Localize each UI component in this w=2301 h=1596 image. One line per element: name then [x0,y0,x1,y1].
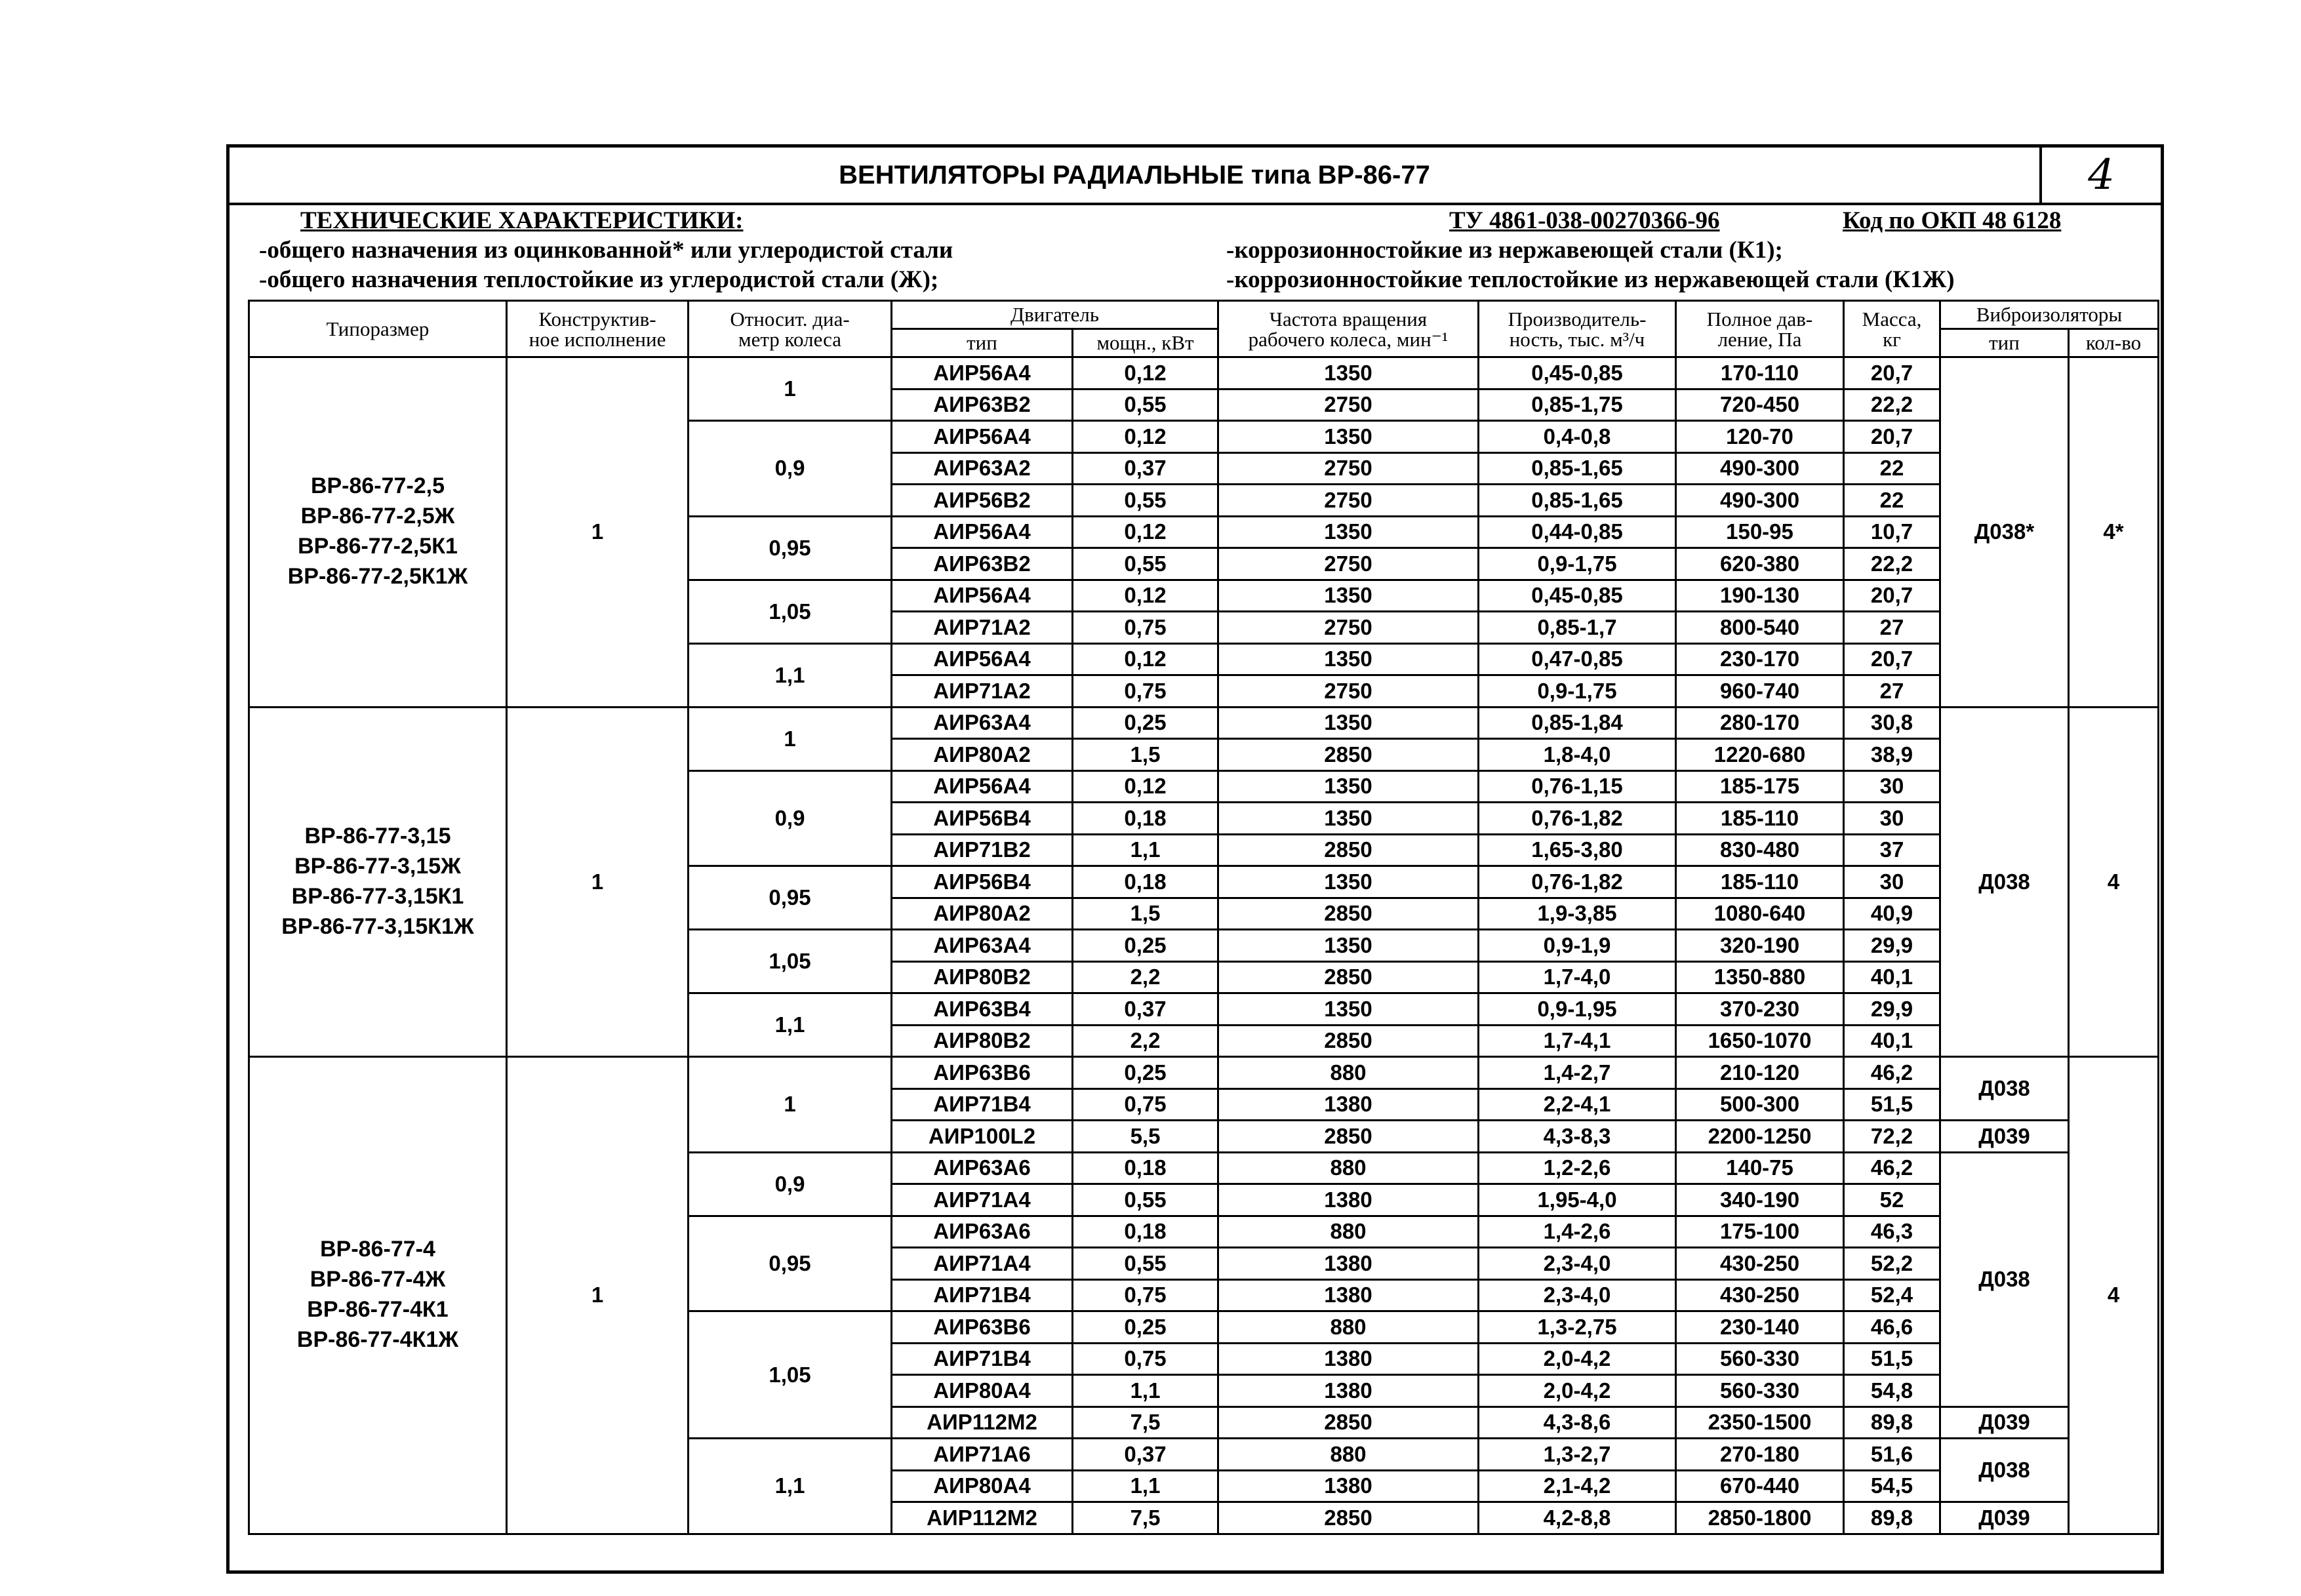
fan-size-label: ВР-86-77-2,5К1Ж [287,564,468,589]
header-mass: Масса, кг [1844,301,1940,357]
motor-type-cell: АИР63В2 [892,548,1073,580]
rpm-cell: 2850 [1218,1025,1479,1057]
pressure-cell: 800-540 [1676,612,1844,644]
motor-type-cell: АИР56В2 [892,485,1073,517]
diameter-cell: 0,95 [689,1216,892,1311]
header-motor-type: тип [892,329,1073,357]
rpm-cell: 1350 [1218,770,1479,803]
header-motor: Двигатель [892,301,1218,329]
pressure-cell: 430-250 [1676,1279,1844,1311]
motor-type-cell: АИР71А2 [892,675,1073,708]
rpm-cell: 880 [1218,1216,1479,1248]
motor-power-cell: 0,75 [1073,675,1218,708]
flow-cell: 0,85-1,65 [1479,485,1676,517]
motor-type-cell: АИР63А6 [892,1216,1073,1248]
pressure-cell: 830-480 [1676,834,1844,866]
motor-type-cell: АИР80А2 [892,898,1073,930]
mass-cell: 20,7 [1844,643,1940,675]
pressure-cell: 1080-640 [1676,898,1844,930]
isolator-type-cell: Д039 [1940,1121,2069,1153]
flow-cell: 0,85-1,84 [1479,707,1676,739]
rpm-cell: 1350 [1218,866,1479,898]
mass-cell: 27 [1844,612,1940,644]
motor-power-cell: 1,1 [1073,1375,1218,1407]
motor-power-cell: 0,55 [1073,1184,1218,1216]
motor-power-cell: 0,37 [1073,1439,1218,1471]
isolator-qty-cell: 4* [2069,357,2159,708]
rpm-cell: 2850 [1218,1502,1479,1534]
motor-power-cell: 0,18 [1073,866,1218,898]
diameter-cell: 0,9 [689,421,892,517]
motor-power-cell: 1,5 [1073,898,1218,930]
motor-power-cell: 0,75 [1073,612,1218,644]
motor-type-cell: АИР80А2 [892,739,1073,771]
rpm-cell: 1380 [1218,1184,1479,1216]
mass-cell: 10,7 [1844,516,1940,548]
mass-cell: 30 [1844,866,1940,898]
tu-code: ТУ 4861-038-00270366-96 [1449,207,1720,234]
motor-power-cell: 0,25 [1073,1057,1218,1089]
rpm-cell: 2850 [1218,1406,1479,1439]
isolator-type-cell: Д038 [1940,1152,2069,1406]
motor-type-cell: АИР63А4 [892,707,1073,739]
header-rpm: Частота вращения рабочего колеса, мин⁻¹ [1218,301,1479,357]
flow-cell: 1,7-4,1 [1479,1025,1676,1057]
pressure-cell: 620-380 [1676,548,1844,580]
flow-cell: 1,3-2,7 [1479,1439,1676,1471]
motor-power-cell: 0,37 [1073,452,1218,485]
rpm-cell: 1380 [1218,1088,1479,1121]
fan-size-label: ВР-86-77-2,5К1 [298,534,458,559]
flow-cell: 2,0-4,2 [1479,1375,1676,1407]
flow-cell: 1,8-4,0 [1479,739,1676,771]
motor-power-cell: 0,12 [1073,580,1218,612]
pressure-cell: 2200-1250 [1676,1121,1844,1153]
mass-cell: 54,8 [1844,1375,1940,1407]
design-cell: 1 [507,1057,689,1534]
tech-characteristics-label: ТЕХНИЧЕСКИЕ ХАРАКТЕРИСТИКИ: [300,207,744,234]
motor-power-cell: 2,2 [1073,1025,1218,1057]
diameter-cell: 0,95 [689,516,892,580]
motor-type-cell: АИР80В2 [892,1025,1073,1057]
flow-cell: 0,76-1,82 [1479,803,1676,835]
fan-size-label: ВР-86-77-4Ж [310,1267,446,1292]
motor-power-cell: 0,37 [1073,993,1218,1026]
motor-type-cell: АИР56А4 [892,516,1073,548]
mass-cell: 40,9 [1844,898,1940,930]
motor-type-cell: АИР71В4 [892,1088,1073,1121]
fan-size-label: ВР-86-77-4К1 [307,1297,449,1323]
table-row [249,1057,2159,1089]
flow-cell: 4,3-8,3 [1479,1121,1676,1153]
material-line-2-left: -общего назначения теплостойкие из углеродистой стали (Ж); [259,266,939,293]
pressure-cell: 1350-880 [1676,961,1844,993]
motor-type-cell: АИР112М2 [892,1502,1073,1534]
motor-type-cell: АИР63А4 [892,930,1073,962]
flow-cell: 0,9-1,75 [1479,548,1676,580]
motor-type-cell: АИР80А4 [892,1470,1073,1502]
motor-type-cell: АИР63А2 [892,452,1073,485]
flow-cell: 4,3-8,6 [1479,1406,1676,1439]
diameter-cell: 1,05 [689,1311,892,1439]
motor-type-cell: АИР63В4 [892,993,1073,1026]
rpm-cell: 1350 [1218,643,1479,675]
flow-cell: 2,1-4,2 [1479,1470,1676,1502]
diameter-cell: 0,95 [689,866,892,930]
mass-cell: 46,6 [1844,1311,1940,1344]
motor-power-cell: 0,18 [1073,1152,1218,1184]
diameter-cell: 0,9 [689,1152,892,1216]
motor-power-cell: 0,25 [1073,1311,1218,1344]
pressure-cell: 120-70 [1676,421,1844,453]
pressure-cell: 560-330 [1676,1375,1844,1407]
flow-cell: 1,65-3,80 [1479,834,1676,866]
motor-type-cell: АИР112М2 [892,1406,1073,1439]
rpm-cell: 1350 [1218,707,1479,739]
mass-cell: 46,2 [1844,1057,1940,1089]
motor-type-cell: АИР80В2 [892,961,1073,993]
header-isolators: Виброизоляторы [1940,301,2159,329]
motor-type-cell: АИР56А4 [892,357,1073,389]
rpm-cell: 2850 [1218,739,1479,771]
pressure-cell: 185-175 [1676,770,1844,803]
motor-power-cell: 1,1 [1073,1470,1218,1502]
page-title: ВЕНТИЛЯТОРЫ РАДИАЛЬНЫЕ типа ВР-86-77 [839,161,1430,190]
motor-power-cell: 2,2 [1073,961,1218,993]
pressure-cell: 720-450 [1676,389,1844,421]
pressure-cell: 140-75 [1676,1152,1844,1184]
mass-cell: 46,2 [1844,1152,1940,1184]
mass-cell: 52,4 [1844,1279,1940,1311]
characteristics-table [248,300,2159,1535]
diameter-cell: 1,05 [689,930,892,993]
mass-cell: 40,1 [1844,1025,1940,1057]
pressure-cell: 230-170 [1676,643,1844,675]
motor-power-cell: 0,25 [1073,930,1218,962]
motor-type-cell: АИР56А4 [892,421,1073,453]
motor-power-cell: 0,75 [1073,1088,1218,1121]
mass-cell: 54,5 [1844,1470,1940,1502]
flow-cell: 0,85-1,75 [1479,389,1676,421]
diameter-cell: 1,1 [689,643,892,707]
design-cell: 1 [507,357,689,708]
fan-size-label: ВР-86-77-4К1Ж [296,1327,459,1353]
header-diameter: Относит. диа- метр колеса [689,301,892,357]
pressure-cell: 1650-1070 [1676,1025,1844,1057]
flow-cell: 0,9-1,95 [1479,993,1676,1026]
pressure-cell: 2350-1500 [1676,1406,1844,1439]
pressure-cell: 185-110 [1676,803,1844,835]
flow-cell: 2,0-4,2 [1479,1343,1676,1375]
motor-type-cell: АИР71А4 [892,1248,1073,1280]
mass-cell: 29,9 [1844,930,1940,962]
rpm-cell: 1350 [1218,421,1479,453]
flow-cell: 4,2-8,8 [1479,1502,1676,1534]
pressure-cell: 370-230 [1676,993,1844,1026]
pressure-cell: 560-330 [1676,1343,1844,1375]
rpm-cell: 2850 [1218,1121,1479,1153]
pressure-cell: 320-190 [1676,930,1844,962]
mass-cell: 40,1 [1844,961,1940,993]
rpm-cell: 1350 [1218,930,1479,962]
rpm-cell: 2750 [1218,548,1479,580]
fan-size-label: ВР-86-77-3,15К1 [291,883,464,909]
table-body [249,357,2159,1534]
mass-cell: 20,7 [1844,357,1940,389]
header-flow: Производитель- ность, тыс. м³/ч [1479,301,1676,357]
rpm-cell: 2750 [1218,452,1479,485]
isolator-type-cell: Д038 [1940,1439,2069,1502]
pressure-cell: 170-110 [1676,357,1844,389]
isolator-type-cell: Д039 [1940,1406,2069,1439]
pressure-cell: 210-120 [1676,1057,1844,1089]
mass-cell: 37 [1844,834,1940,866]
pressure-cell: 280-170 [1676,707,1844,739]
mass-cell: 52,2 [1844,1248,1940,1280]
flow-cell: 2,3-4,0 [1479,1279,1676,1311]
isolator-type-cell: Д039 [1940,1502,2069,1534]
fan-size-label: ВР-86-77-4 [320,1237,435,1262]
motor-type-cell: АИР71В2 [892,834,1073,866]
rpm-cell: 2750 [1218,675,1479,708]
mass-cell: 30 [1844,770,1940,803]
motor-type-cell: АИР63В2 [892,389,1073,421]
mass-cell: 30 [1844,803,1940,835]
diameter-cell: 1,1 [689,993,892,1057]
motor-power-cell: 0,18 [1073,1216,1218,1248]
isolator-type-cell: Д038 [1940,1057,2069,1121]
fan-size-label: ВР-86-77-3,15К1Ж [281,913,474,939]
flow-cell: 1,2-2,6 [1479,1152,1676,1184]
flow-cell: 2,3-4,0 [1479,1248,1676,1280]
motor-type-cell: АИР100L2 [892,1121,1073,1153]
rpm-cell: 1380 [1218,1279,1479,1311]
header-isolator-qty: кол-во [2069,329,2159,357]
okp-code: Код по ОКП 48 6128 [1843,207,2062,234]
header-size: Типоразмер [249,301,507,357]
fan-size-label: ВР-86-77-2,5 [310,473,445,499]
header-motor-power: мощн., кВт [1073,329,1218,357]
motor-type-cell: АИР71А6 [892,1439,1073,1471]
mass-cell: 22 [1844,452,1940,485]
motor-power-cell: 0,12 [1073,770,1218,803]
pressure-cell: 500-300 [1676,1088,1844,1121]
motor-power-cell: 0,75 [1073,1279,1218,1311]
flow-cell: 1,7-4,0 [1479,961,1676,993]
pressure-cell: 185-110 [1676,866,1844,898]
motor-power-cell: 0,55 [1073,389,1218,421]
fan-size-cell [249,707,507,1057]
rpm-cell: 880 [1218,1057,1479,1089]
motor-type-cell: АИР71А4 [892,1184,1073,1216]
motor-type-cell: АИР63А6 [892,1152,1073,1184]
flow-cell: 0,44-0,85 [1479,516,1676,548]
fan-size-label: ВР-86-77-2,5Ж [300,504,455,529]
mass-cell: 46,3 [1844,1216,1940,1248]
flow-cell: 0,47-0,85 [1479,643,1676,675]
mass-cell: 30,8 [1844,707,1940,739]
design-cell: 1 [507,707,689,1057]
rpm-cell: 880 [1218,1311,1479,1344]
motor-power-cell: 0,18 [1073,803,1218,835]
pressure-cell: 175-100 [1676,1216,1844,1248]
rpm-cell: 1350 [1218,357,1479,389]
diameter-cell: 1,05 [689,580,892,643]
fan-size-label: ВР-86-77-3,15Ж [294,853,461,879]
pressure-cell: 490-300 [1676,452,1844,485]
material-line-2-right: -коррозионностойкие теплостойкие из нержавеющей стали (К1Ж) [1226,266,1955,293]
motor-type-cell: АИР71В4 [892,1279,1073,1311]
mass-cell: 51,5 [1844,1088,1940,1121]
pressure-cell: 2850-1800 [1676,1502,1844,1534]
flow-cell: 1,95-4,0 [1479,1184,1676,1216]
flow-cell: 0,45-0,85 [1479,580,1676,612]
diameter-cell: 1 [689,1057,892,1153]
pressure-cell: 270-180 [1676,1439,1844,1471]
pressure-cell: 430-250 [1676,1248,1844,1280]
header-design: Конструктив- ное исполнение [507,301,689,357]
mass-cell: 52 [1844,1184,1940,1216]
mass-cell: 27 [1844,675,1940,708]
motor-power-cell: 0,25 [1073,707,1218,739]
header-pressure: Полное дав- ление, Па [1676,301,1844,357]
motor-type-cell: АИР80А4 [892,1375,1073,1407]
rpm-cell: 2750 [1218,485,1479,517]
motor-power-cell: 0,55 [1073,1248,1218,1280]
mass-cell: 29,9 [1844,993,1940,1026]
mass-cell: 22,2 [1844,389,1940,421]
fan-size-label: ВР-86-77-3,15 [304,823,451,848]
pressure-cell: 960-740 [1676,675,1844,708]
rpm-cell: 880 [1218,1152,1479,1184]
motor-power-cell: 0,12 [1073,516,1218,548]
diameter-cell: 1 [689,357,892,421]
motor-power-cell: 1,1 [1073,834,1218,866]
rpm-cell: 1380 [1218,1343,1479,1375]
motor-type-cell: АИР56А4 [892,643,1073,675]
pressure-cell: 670-440 [1676,1470,1844,1502]
rpm-cell: 1380 [1218,1375,1479,1407]
rpm-cell: 2850 [1218,961,1479,993]
flow-cell: 1,3-2,75 [1479,1311,1676,1344]
rpm-cell: 1350 [1218,580,1479,612]
rpm-cell: 1350 [1218,516,1479,548]
fan-size-cell [249,1057,507,1534]
diameter-cell: 0,9 [689,770,892,866]
isolator-type-cell: Д038 [1940,707,2069,1057]
rpm-cell: 2750 [1218,612,1479,644]
motor-power-cell: 0,55 [1073,548,1218,580]
rpm-cell: 2850 [1218,834,1479,866]
pressure-cell: 490-300 [1676,485,1844,517]
flow-cell: 1,9-3,85 [1479,898,1676,930]
header-isolator-type: тип [1940,329,2069,357]
sheet-number: 4 [2039,148,2161,203]
motor-power-cell: 7,5 [1073,1502,1218,1534]
rpm-cell: 2750 [1218,389,1479,421]
flow-cell: 0,9-1,75 [1479,675,1676,708]
flow-cell: 0,45-0,85 [1479,357,1676,389]
motor-type-cell: АИР63В6 [892,1311,1073,1344]
isolator-qty-cell: 4 [2069,707,2159,1057]
mass-cell: 51,5 [1844,1343,1940,1375]
pressure-cell: 1220-680 [1676,739,1844,771]
motor-power-cell: 0,75 [1073,1343,1218,1375]
mass-cell: 72,2 [1844,1121,1940,1153]
material-line-1-right: -коррозионностойкие из нержавеющей стали (К1); [1226,237,1783,264]
flow-cell: 0,76-1,82 [1479,866,1676,898]
title-bar [230,148,2161,205]
motor-power-cell: 1,5 [1073,739,1218,771]
table-row [249,707,2159,739]
motor-type-cell: АИР71В4 [892,1343,1073,1375]
motor-type-cell: АИР63В6 [892,1057,1073,1089]
pressure-cell: 190-130 [1676,580,1844,612]
motor-power-cell: 0,12 [1073,643,1218,675]
flow-cell: 1,4-2,7 [1479,1057,1676,1089]
mass-cell: 51,6 [1844,1439,1940,1471]
flow-cell: 0,85-1,65 [1479,452,1676,485]
table-row [249,357,2159,389]
pressure-cell: 340-190 [1676,1184,1844,1216]
flow-cell: 0,76-1,15 [1479,770,1676,803]
pressure-cell: 150-95 [1676,516,1844,548]
motor-type-cell: АИР56В4 [892,803,1073,835]
mass-cell: 22,2 [1844,548,1940,580]
mass-cell: 20,7 [1844,421,1940,453]
motor-type-cell: АИР56А4 [892,770,1073,803]
pressure-cell: 230-140 [1676,1311,1844,1344]
diameter-cell: 1,1 [689,1439,892,1534]
mass-cell: 89,8 [1844,1406,1940,1439]
diameter-cell: 1 [689,707,892,770]
flow-cell: 2,2-4,1 [1479,1088,1676,1121]
motor-type-cell: АИР56А4 [892,580,1073,612]
isolator-qty-cell: 4 [2069,1057,2159,1534]
rpm-cell: 2850 [1218,898,1479,930]
rpm-cell: 1350 [1218,803,1479,835]
mass-cell: 22 [1844,485,1940,517]
fan-size-cell [249,357,507,708]
motor-type-cell: АИР56В4 [892,866,1073,898]
rpm-cell: 1350 [1218,993,1479,1026]
mass-cell: 20,7 [1844,580,1940,612]
rpm-cell: 1380 [1218,1248,1479,1280]
material-line-1-left: -общего назначения из оцинкованной* или углеродистой стали [259,237,953,264]
rpm-cell: 1380 [1218,1470,1479,1502]
motor-power-cell: 7,5 [1073,1406,1218,1439]
flow-cell: 1,4-2,6 [1479,1216,1676,1248]
flow-cell: 0,9-1,9 [1479,930,1676,962]
motor-power-cell: 0,12 [1073,421,1218,453]
motor-power-cell: 0,12 [1073,357,1218,389]
mass-cell: 38,9 [1844,739,1940,771]
motor-power-cell: 0,55 [1073,485,1218,517]
isolator-type-cell: Д038* [1940,357,2069,708]
document-frame [226,144,2164,1574]
flow-cell: 0,4-0,8 [1479,421,1676,453]
rpm-cell: 880 [1218,1439,1479,1471]
flow-cell: 0,85-1,7 [1479,612,1676,644]
mass-cell: 89,8 [1844,1502,1940,1534]
motor-type-cell: АИР71А2 [892,612,1073,644]
motor-power-cell: 5,5 [1073,1121,1218,1153]
